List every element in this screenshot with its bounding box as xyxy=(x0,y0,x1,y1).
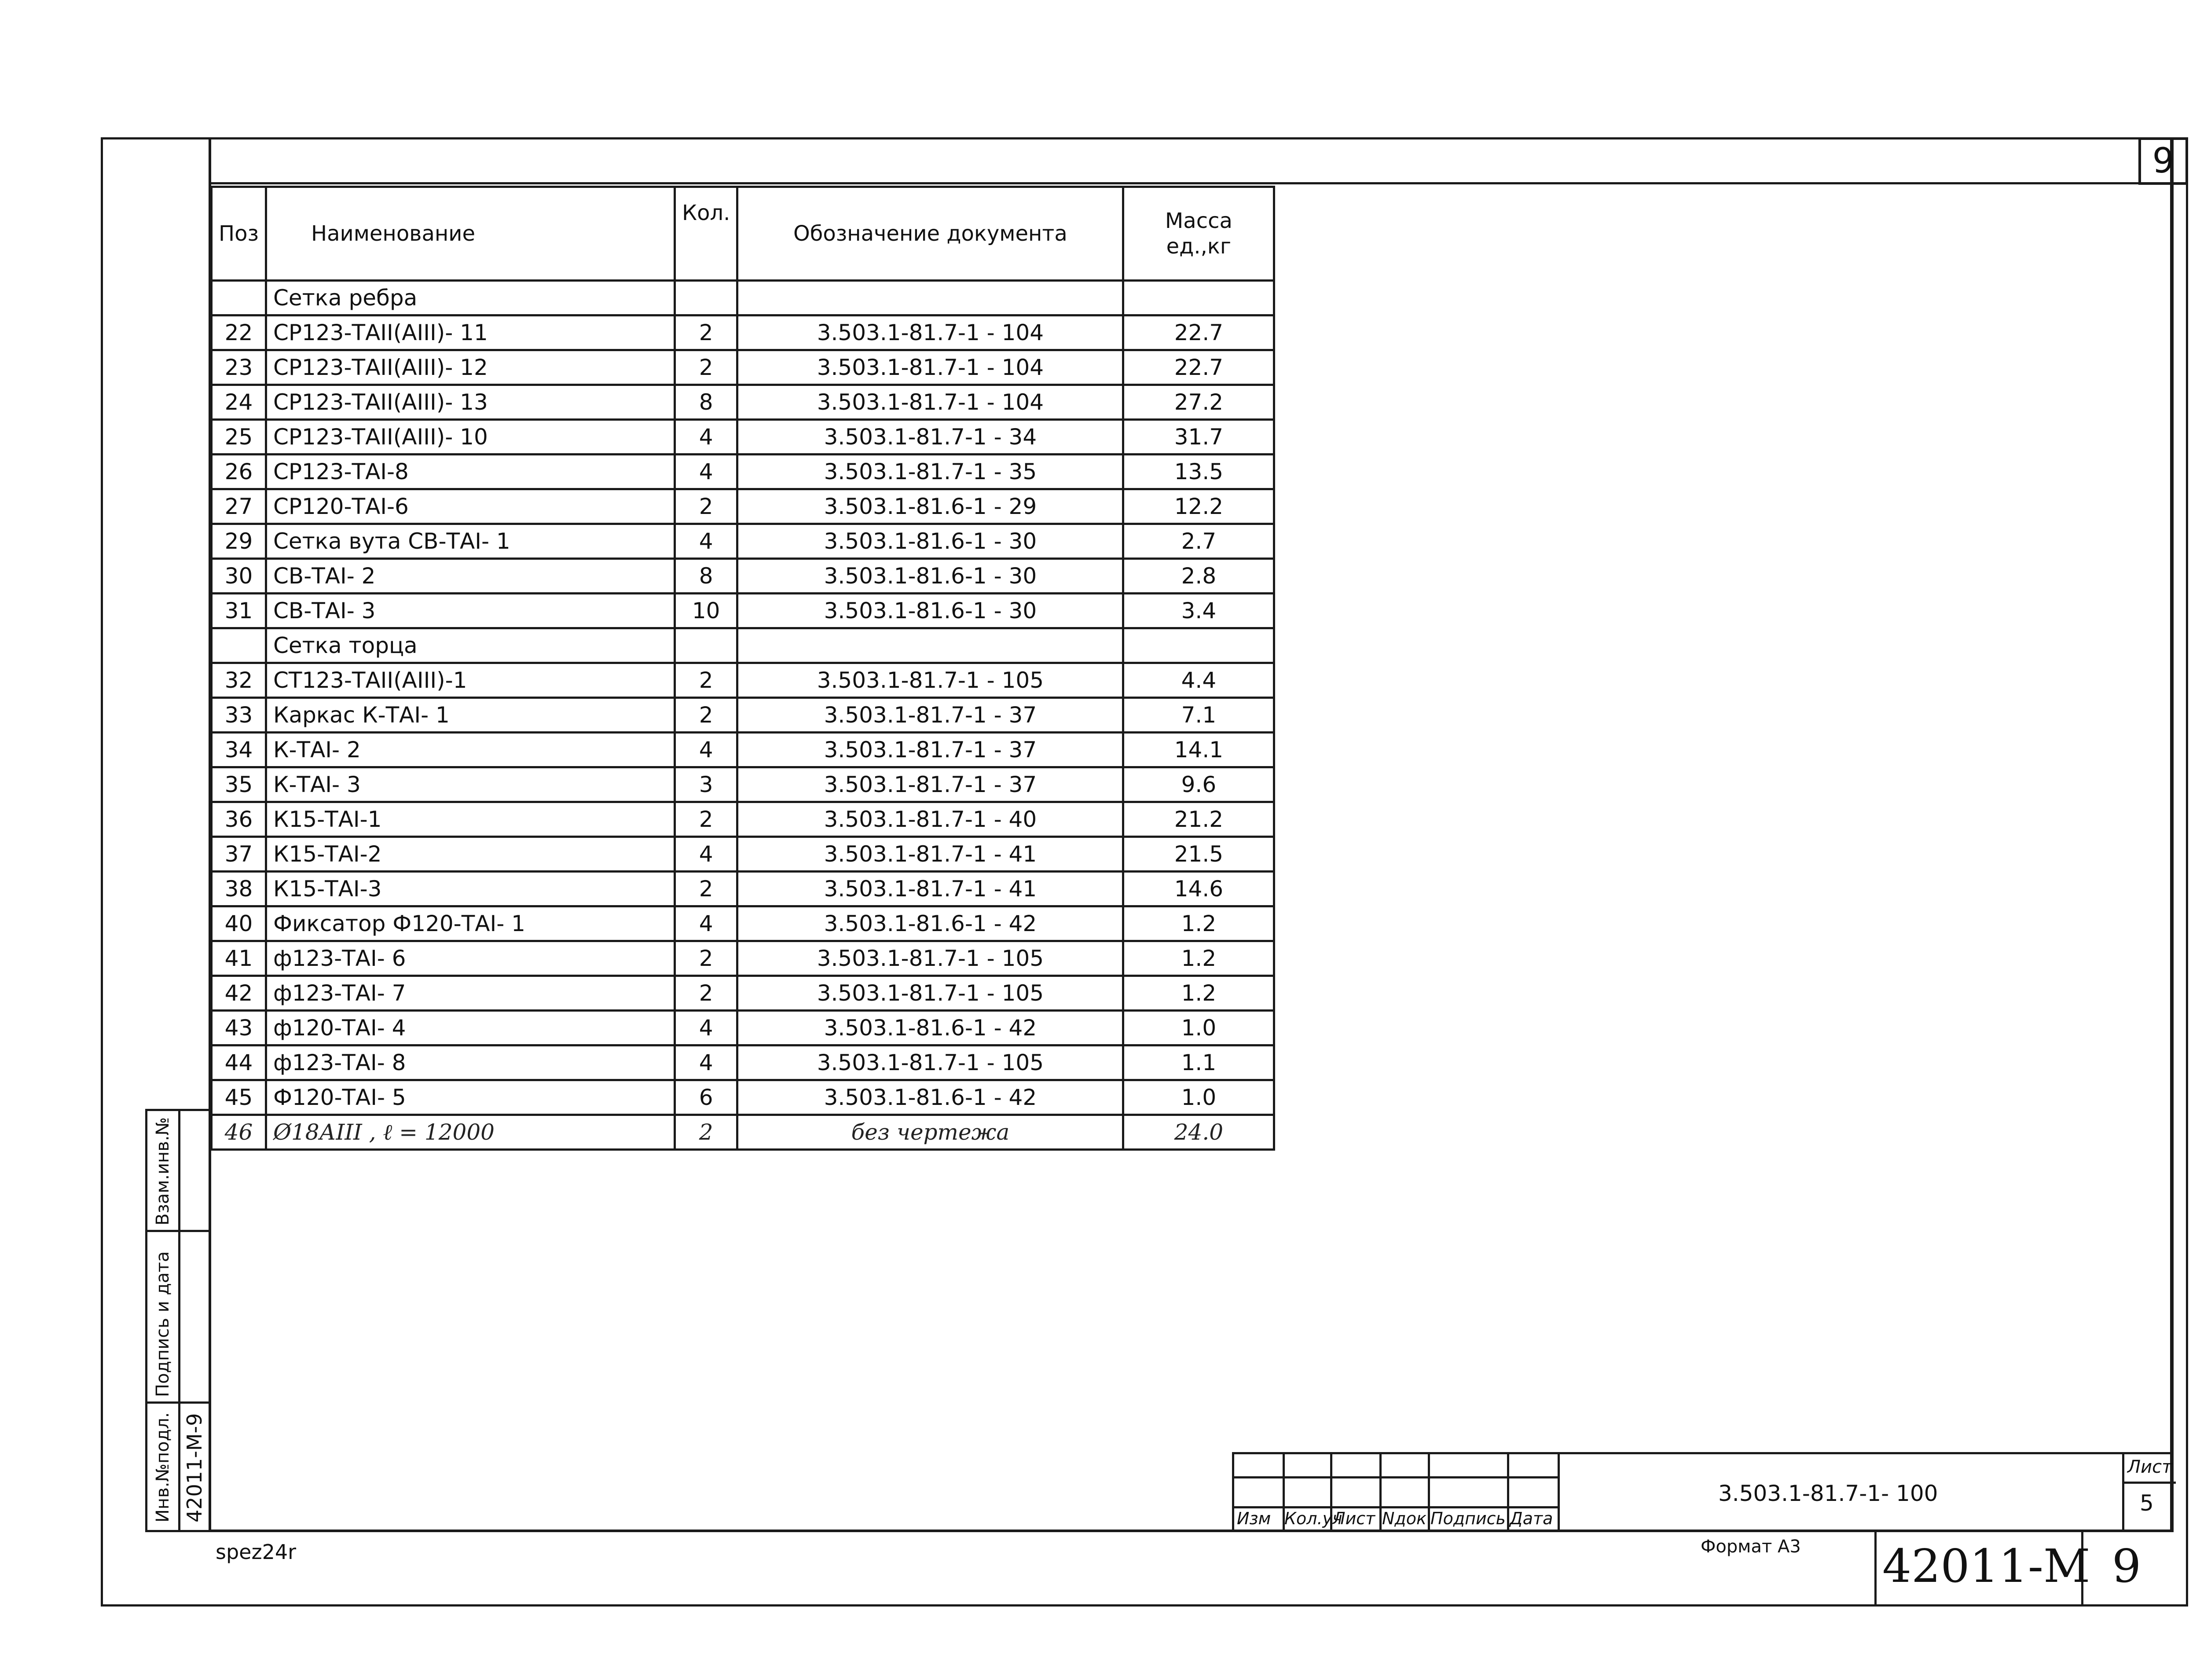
cell-pos: 43 xyxy=(212,1011,266,1045)
cell-mass: 14.1 xyxy=(1123,733,1274,767)
table-row xyxy=(212,976,1274,1011)
cell-name: СР123-ТАII(АIII)- 12 xyxy=(266,350,675,385)
cell-doc: 3.503.1-81.7-1 - 37 xyxy=(737,733,1123,767)
cell-pos: 46 xyxy=(212,1115,266,1150)
cell-name: Каркас К-ТАI- 1 xyxy=(266,698,675,733)
tb-label-podpis: Подпись xyxy=(1430,1509,1506,1528)
cell-qty: 2 xyxy=(675,315,737,350)
cell-name: ф123-ТАI- 7 xyxy=(266,976,675,1011)
cell-mass: 27.2 xyxy=(1123,385,1274,420)
cell-mass: 1.2 xyxy=(1123,906,1274,941)
cell-doc: 3.503.1-81.7-1 - 35 xyxy=(737,455,1123,489)
tb-label-koluch: Кол.уч xyxy=(1284,1509,1342,1528)
cell-pos: 36 xyxy=(212,802,266,837)
cell-mass: 12.2 xyxy=(1123,489,1274,524)
cell-doc: 3.503.1-81.7-1 - 37 xyxy=(737,698,1123,733)
table-row xyxy=(212,941,1274,976)
table-row xyxy=(212,315,1274,350)
cell-name: К15-ТАI-3 xyxy=(266,872,675,906)
cell-mass: 21.2 xyxy=(1123,802,1274,837)
cell-pos: 27 xyxy=(212,489,266,524)
specification-table xyxy=(210,186,1275,1151)
cell-qty: 2 xyxy=(675,698,737,733)
cell-doc: 3.503.1-81.6-1 - 30 xyxy=(737,594,1123,628)
cell-pos: 40 xyxy=(212,906,266,941)
stamp-inv-cell xyxy=(147,1404,209,1530)
cell-qty: 4 xyxy=(675,733,737,767)
cell-pos: 44 xyxy=(212,1045,266,1080)
doc-code: 3.503.1-81.7-1- 100 xyxy=(1718,1481,1938,1506)
cell-name: ф123-ТАI- 6 xyxy=(266,941,675,976)
cell-name: СТ123-ТАII(АIII)-1 xyxy=(266,663,675,698)
cell-pos xyxy=(212,628,266,663)
cell-name: К-ТАI- 3 xyxy=(266,767,675,802)
cell-doc: 3.503.1-81.7-1 - 37 xyxy=(737,767,1123,802)
table-row xyxy=(212,1011,1274,1045)
table-row xyxy=(212,1080,1274,1115)
tb-col-divider xyxy=(1558,1454,1560,1530)
stamp-sign-cell xyxy=(147,1232,209,1404)
cell-doc: 3.503.1-81.6-1 - 30 xyxy=(737,559,1123,594)
table-row xyxy=(212,802,1274,837)
table-row xyxy=(212,420,1274,455)
cell-name: Ø18АIII , ℓ = 12000 xyxy=(266,1115,675,1150)
cell-qty: 4 xyxy=(675,906,737,941)
table-row xyxy=(212,767,1274,802)
cell-doc: 3.503.1-81.7-1 - 105 xyxy=(737,941,1123,976)
section-row xyxy=(212,628,1274,663)
table-body xyxy=(212,281,1274,1150)
left-footer-code: spez24r xyxy=(216,1540,297,1564)
cell-pos: 37 xyxy=(212,837,266,872)
cell-mass: 1.1 xyxy=(1123,1045,1274,1080)
table-row xyxy=(212,489,1274,524)
cell-qty: 2 xyxy=(675,663,737,698)
cell-pos: 32 xyxy=(212,663,266,698)
cell-pos: 31 xyxy=(212,594,266,628)
corner-sheet-number: 9 xyxy=(2138,137,2188,185)
tb-col-divider xyxy=(1428,1454,1430,1530)
cell-mass: 1.2 xyxy=(1123,976,1274,1011)
cell-qty: 8 xyxy=(675,559,737,594)
cell-name: Сетка вута СВ-ТАI- 1 xyxy=(266,524,675,559)
cell-doc: 3.503.1-81.7-1 - 40 xyxy=(737,802,1123,837)
table-row xyxy=(212,350,1274,385)
header-doc: Обозначение документа xyxy=(737,187,1123,281)
cell-name: К15-ТАI-2 xyxy=(266,837,675,872)
cell-pos: 41 xyxy=(212,941,266,976)
table-row xyxy=(212,559,1274,594)
cell-qty: 2 xyxy=(675,976,737,1011)
cell-pos: 38 xyxy=(212,872,266,906)
table-row xyxy=(212,524,1274,559)
tb-label-izm: Изм xyxy=(1237,1509,1271,1528)
left-approval-stamp xyxy=(145,1109,211,1532)
cell-name: ф120-ТАI- 4 xyxy=(266,1011,675,1045)
header-mass: Масса ед.,кг xyxy=(1123,187,1274,281)
tb-sheet-line xyxy=(2122,1482,2176,1484)
cell-mass: 22.7 xyxy=(1123,315,1274,350)
replace-label: Взам.инв.№ xyxy=(153,1117,173,1225)
cell-pos: 23 xyxy=(212,350,266,385)
tb-sheet-divider xyxy=(2122,1454,2124,1530)
cell-name: Сетка торца xyxy=(266,628,675,663)
cell-mass: 3.4 xyxy=(1123,594,1274,628)
cell-doc: 3.503.1-81.7-1 - 104 xyxy=(737,385,1123,420)
cell-name: СР123-ТАI-8 xyxy=(266,455,675,489)
cell-pos: 30 xyxy=(212,559,266,594)
cell-name: Сетка ребра xyxy=(266,281,675,315)
cell-mass: 4.4 xyxy=(1123,663,1274,698)
table-row xyxy=(212,733,1274,767)
archive-code: 42011-М xyxy=(1882,1539,2090,1593)
cell-qty: 2 xyxy=(675,1115,737,1150)
cell-name: СР123-ТАII(АIII)- 11 xyxy=(266,315,675,350)
cell-name: СВ-ТАI- 3 xyxy=(266,594,675,628)
cell-doc: 3.503.1-81.6-1 - 42 xyxy=(737,906,1123,941)
cell-name: СР120-ТАI-6 xyxy=(266,489,675,524)
cell-pos: 45 xyxy=(212,1080,266,1115)
cell-qty: 4 xyxy=(675,1045,737,1080)
cell-pos: 22 xyxy=(212,315,266,350)
tb-col-divider xyxy=(1379,1454,1382,1530)
cell-mass: 7.1 xyxy=(1123,698,1274,733)
cell-mass: 1.2 xyxy=(1123,941,1274,976)
table-row xyxy=(212,1115,1274,1150)
archive-divider xyxy=(1874,1530,1877,1607)
inv-no-label: Инв.№подл. xyxy=(153,1412,173,1522)
cell-mass: 22.7 xyxy=(1123,350,1274,385)
cell-qty: 2 xyxy=(675,872,737,906)
cell-pos xyxy=(212,281,266,315)
cell-mass: 31.7 xyxy=(1123,420,1274,455)
cell-pos: 42 xyxy=(212,976,266,1011)
cell-qty: 4 xyxy=(675,455,737,489)
cell-qty: 3 xyxy=(675,767,737,802)
cell-doc: 3.503.1-81.7-1 - 104 xyxy=(737,350,1123,385)
cell-qty: 4 xyxy=(675,524,737,559)
cell-pos: 24 xyxy=(212,385,266,420)
cell-qty: 2 xyxy=(675,350,737,385)
table-row xyxy=(212,837,1274,872)
cell-mass xyxy=(1123,628,1274,663)
sheet-label: Лист xyxy=(2127,1457,2172,1477)
cell-pos: 34 xyxy=(212,733,266,767)
cell-mass xyxy=(1123,281,1274,315)
table-row xyxy=(212,594,1274,628)
cell-mass: 24.0 xyxy=(1123,1115,1274,1150)
cell-qty: 4 xyxy=(675,837,737,872)
stamp-replace-cell xyxy=(147,1111,209,1232)
table-row xyxy=(212,906,1274,941)
cell-doc: 3.503.1-81.7-1 - 105 xyxy=(737,663,1123,698)
table-row xyxy=(212,663,1274,698)
table-row xyxy=(212,872,1274,906)
cell-qty: 4 xyxy=(675,1011,737,1045)
tb-label-ndok: Nдок xyxy=(1382,1509,1426,1528)
cell-doc: 3.503.1-81.7-1 - 41 xyxy=(737,872,1123,906)
cell-mass: 21.5 xyxy=(1123,837,1274,872)
table-row xyxy=(212,385,1274,420)
cell-doc: без чертежа xyxy=(737,1115,1123,1150)
format-label: Формат А3 xyxy=(1701,1537,1801,1557)
cell-doc: 3.503.1-81.7-1 - 105 xyxy=(737,1045,1123,1080)
header-name: Наименование xyxy=(266,187,675,281)
sheet-number: 5 xyxy=(2140,1490,2154,1516)
cell-mass: 14.6 xyxy=(1123,872,1274,906)
cell-doc: 3.503.1-81.7-1 - 104 xyxy=(737,315,1123,350)
cell-pos: 33 xyxy=(212,698,266,733)
cell-doc: 3.503.1-81.6-1 - 42 xyxy=(737,1080,1123,1115)
cell-doc: 3.503.1-81.7-1 - 41 xyxy=(737,837,1123,872)
archive-strip xyxy=(1874,1530,2188,1607)
tb-label-list: Лист xyxy=(1333,1509,1375,1528)
cell-mass: 9.6 xyxy=(1123,767,1274,802)
inv-no-value: 42011-М-9 xyxy=(183,1413,206,1522)
cell-doc: 3.503.1-81.7-1 - 105 xyxy=(737,976,1123,1011)
cell-mass: 2.8 xyxy=(1123,559,1274,594)
cell-qty: 4 xyxy=(675,420,737,455)
cell-name: СР123-ТАII(АIII)- 10 xyxy=(266,420,675,455)
cell-doc: 3.503.1-81.6-1 - 42 xyxy=(737,1011,1123,1045)
cell-qty xyxy=(675,281,737,315)
cell-doc: 3.503.1-81.6-1 - 29 xyxy=(737,489,1123,524)
table-header-row xyxy=(212,187,1274,281)
cell-qty: 2 xyxy=(675,802,737,837)
cell-name: Ф120-ТАI- 5 xyxy=(266,1080,675,1115)
top-divider-line xyxy=(209,182,2145,184)
title-block xyxy=(1232,1452,2174,1532)
cell-mass: 1.0 xyxy=(1123,1080,1274,1115)
archive-sheet-number: 9 xyxy=(2112,1539,2141,1593)
cell-pos: 25 xyxy=(212,420,266,455)
cell-name: СВ-ТАI- 2 xyxy=(266,559,675,594)
cell-mass: 1.0 xyxy=(1123,1011,1274,1045)
table-row xyxy=(212,698,1274,733)
cell-pos: 26 xyxy=(212,455,266,489)
cell-name: СР123-ТАII(АIII)- 13 xyxy=(266,385,675,420)
cell-doc xyxy=(737,281,1123,315)
cell-qty: 10 xyxy=(675,594,737,628)
cell-name: К15-ТАI-1 xyxy=(266,802,675,837)
cell-pos: 29 xyxy=(212,524,266,559)
cell-doc: 3.503.1-81.6-1 - 30 xyxy=(737,524,1123,559)
cell-name: К-ТАI- 2 xyxy=(266,733,675,767)
section-row xyxy=(212,281,1274,315)
cell-qty: 6 xyxy=(675,1080,737,1115)
cell-pos: 35 xyxy=(212,767,266,802)
tb-col-divider xyxy=(1507,1454,1509,1530)
sign-label: Подпись и дата xyxy=(153,1251,173,1397)
cell-name: ф123-ТАI- 8 xyxy=(266,1045,675,1080)
tb-label-data: Дата xyxy=(1510,1509,1553,1528)
cell-name: Фиксатор Ф120-ТАI- 1 xyxy=(266,906,675,941)
cell-mass: 13.5 xyxy=(1123,455,1274,489)
cell-qty xyxy=(675,628,737,663)
table-row xyxy=(212,1045,1274,1080)
cell-qty: 8 xyxy=(675,385,737,420)
cell-qty: 2 xyxy=(675,941,737,976)
header-qty: Кол. xyxy=(675,187,737,281)
cell-qty: 2 xyxy=(675,489,737,524)
table-row xyxy=(212,455,1274,489)
cell-doc: 3.503.1-81.7-1 - 34 xyxy=(737,420,1123,455)
cell-mass: 2.7 xyxy=(1123,524,1274,559)
header-pos: Поз xyxy=(212,187,266,281)
cell-doc xyxy=(737,628,1123,663)
